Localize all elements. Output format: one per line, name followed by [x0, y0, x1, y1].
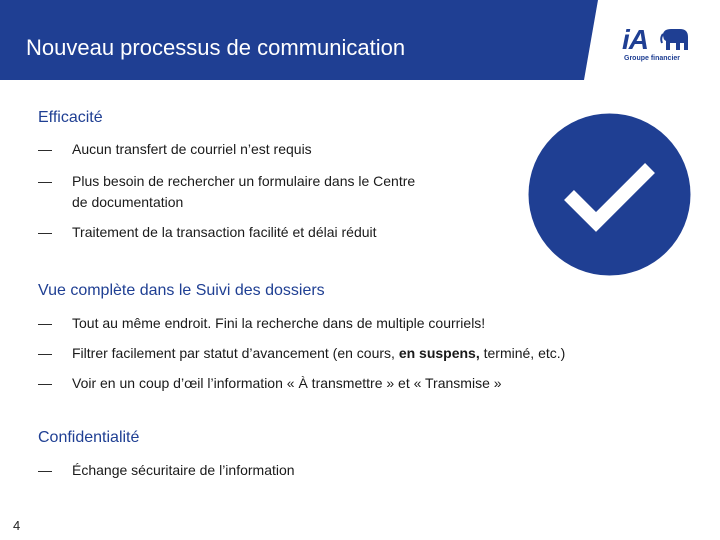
- bullet-dash: —: [38, 224, 52, 240]
- section-heading-suivi-dossiers: Vue complète dans le Suivi des dossiers: [38, 282, 325, 299]
- bullet-text: Traitement de la transaction facilité et délai réduit: [72, 224, 377, 240]
- bullet-dash: —: [38, 345, 52, 361]
- ia-logo: [622, 26, 692, 66]
- section-heading-efficacite: Efficacité: [38, 109, 103, 126]
- bullet-dash: —: [38, 375, 52, 391]
- bullet-text: Voir en un coup d’œil l’information « À transmettre » et « Transmise »: [72, 375, 502, 391]
- bullet-dash: —: [38, 141, 52, 157]
- logo-subtitle: Groupe financier: [624, 55, 681, 62]
- page-number: 4: [13, 518, 21, 533]
- slide-title: Nouveau processus de communication: [26, 35, 406, 60]
- checkmark-circle-icon: [528, 113, 691, 276]
- bullet-text: [72, 343, 565, 364]
- section-heading-confidentialite: Confidentialité: [38, 429, 140, 446]
- logo-wordmark: iA: [622, 24, 648, 55]
- bullet-text-part: Filtrer facilement par statut d’avancement (en cours,: [72, 345, 399, 361]
- bullet-text-part: terminé, etc.): [479, 345, 566, 361]
- bullet-text: Plus besoin de rechercher un formulaire dans le Centre de documentation: [72, 173, 416, 210]
- bullet-dash: —: [38, 462, 52, 478]
- bullet-text-bold: en suspens,: [398, 345, 480, 361]
- elephant-icon: [660, 28, 690, 52]
- bullet-text: Échange sécuritaire de l’information: [72, 462, 295, 478]
- bullet-text: Aucun transfert de courriel n’est requis: [72, 141, 312, 157]
- bullet-dash: —: [38, 315, 52, 331]
- bullet-text: Tout au même endroit. Fini la recherche dans de multiple courriels!: [72, 315, 486, 331]
- bullet-dash: —: [38, 173, 52, 189]
